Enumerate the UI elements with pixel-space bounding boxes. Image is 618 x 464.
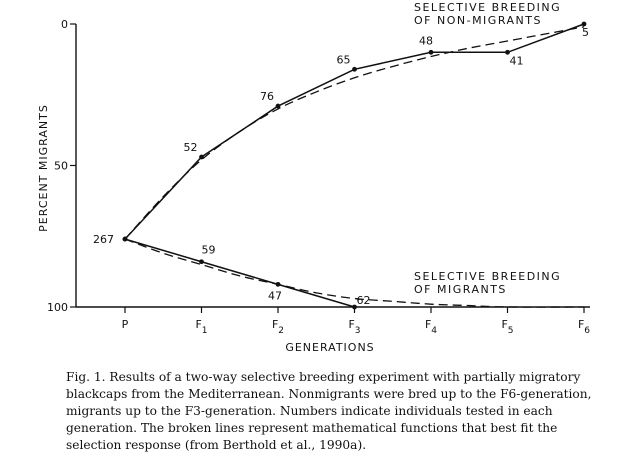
point-labels [93,26,589,307]
y-tick-label: 100 [47,301,68,314]
series-labels [414,1,561,296]
x-tick-label: $F_6$ [577,318,591,336]
point-label: 65 [336,53,351,67]
series-label-2: SELECTIVE BREEDING OF MIGRANTS [414,270,562,296]
point-label: 48 [419,34,433,48]
point-label: 47 [268,289,282,303]
data-point [276,104,281,109]
data-line-2 [125,239,355,307]
x-tick-label: $F_4$ [424,318,438,336]
y-tick-label: 0 [61,18,68,31]
point-label: 41 [509,54,524,68]
point-label: 5 [582,26,589,39]
figure-caption: Fig. 1. Results of a two-way selective breeding experiment with partially migratory blackcaps from the Mediterranean. Nonmigrants were bred up to the F6-generation, migrants up to the F3-generation. Numbers indicate individuals tested in each generation. The broken lines represent mathematical functions that best fit the selection response (from Berthold et al., 1990a). [66,370,592,452]
y-tick-label: 50 [54,159,68,173]
data-point [429,50,434,55]
x-axis-label: GENERATIONS [285,341,375,354]
x-tick-label: P [121,318,129,331]
data-point [276,282,281,287]
point-label: 62 [356,294,371,307]
point-label: 76 [260,90,274,104]
x-tick-label: $F_2$ [271,318,285,336]
data-point [199,155,204,160]
series-label-1: SELECTIVE BREEDING OF NON-MIGRANTS [414,1,562,27]
data-point [352,67,357,72]
x-tick-label: $F_3$ [348,318,361,336]
y-axis-label: PERCENT MIGRANTS [37,104,50,232]
data-point [199,259,204,264]
point-label: 52 [183,141,198,155]
point-label: 267 [93,233,114,247]
x-tick-label: $F_5$ [501,318,514,336]
point-label: 59 [201,243,216,257]
x-tick-label: $F_1$ [195,318,208,336]
data-point [123,237,128,242]
